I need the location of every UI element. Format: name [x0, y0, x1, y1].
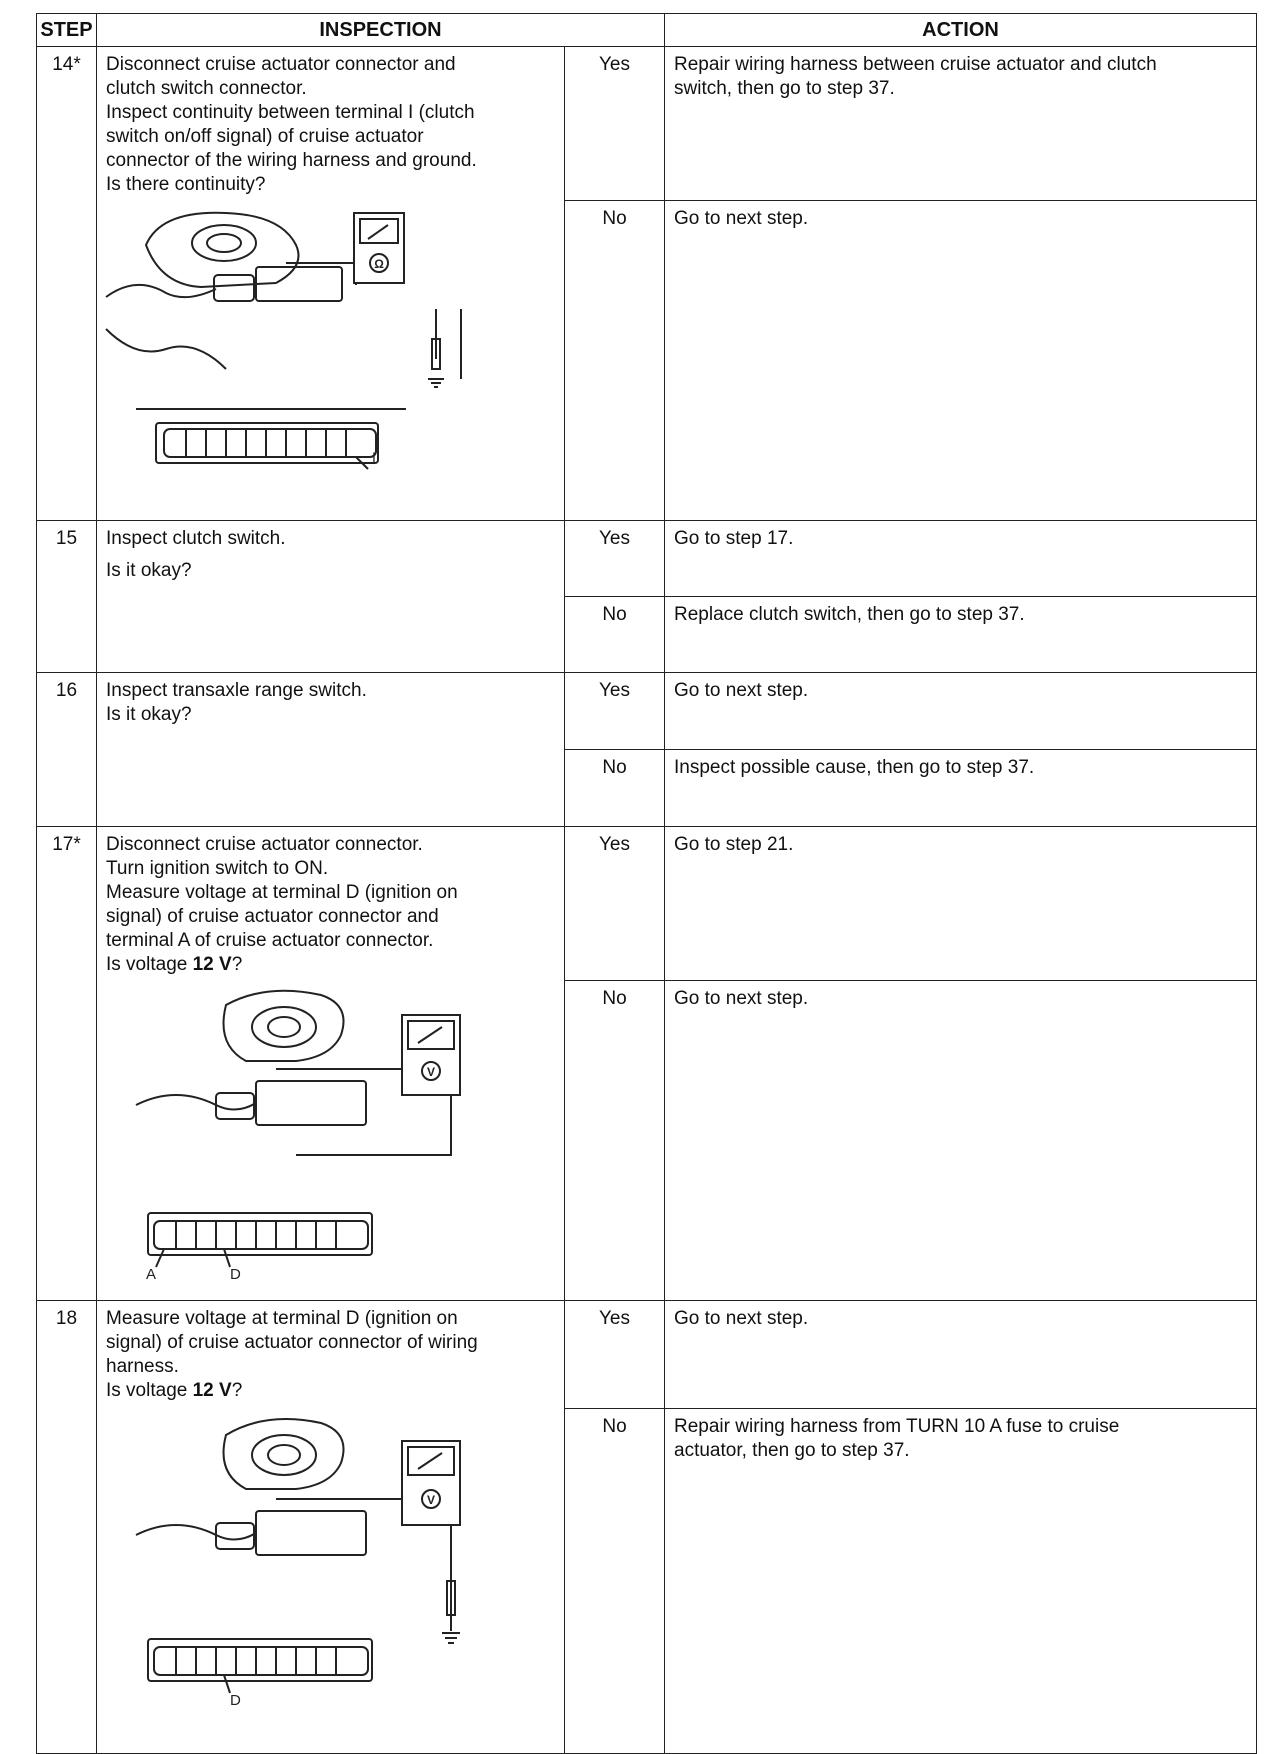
no-label: No	[565, 981, 665, 1301]
inspection-text: switch on/off signal) of cruise actuator	[106, 126, 424, 147]
inspection-text: harness.	[106, 1356, 179, 1377]
inspection-text: Disconnect cruise actuator connector and	[106, 54, 456, 75]
no-action-cell	[665, 1409, 1257, 1754]
harness-connector	[214, 275, 254, 301]
inspection-text: Is it okay?	[106, 704, 192, 725]
table-row	[37, 673, 1257, 750]
action-text: Go to step 17.	[674, 528, 794, 549]
diagnostic-procedure-sheet	[36, 13, 1256, 1713]
action-text: Go to next step.	[674, 680, 809, 701]
inspection-cell	[97, 673, 565, 827]
yes-action-cell	[665, 1301, 1257, 1409]
yes-label: Yes	[565, 1301, 665, 1409]
yes-action-cell	[665, 827, 1257, 981]
question-prefix: Is voltage	[106, 954, 193, 975]
actuator-connector	[256, 1081, 366, 1125]
wiring-harness	[136, 1525, 256, 1540]
terminal-label: A	[146, 1266, 157, 1283]
test-lead	[276, 1069, 406, 1085]
inspection-text: Inspect clutch switch.	[106, 528, 286, 549]
inspection-text: clutch switch connector.	[106, 78, 307, 99]
no-action-cell	[665, 981, 1257, 1301]
meter-symbol: Ω	[374, 257, 384, 271]
table-row	[37, 521, 1257, 597]
yes-label: Yes	[565, 47, 665, 201]
step-number: 16	[37, 673, 97, 827]
action-text: actuator, then go to step 37.	[674, 1440, 910, 1461]
actuator-body-outline	[224, 991, 344, 1061]
action-text: Go to next step.	[674, 208, 809, 229]
connector-face	[164, 429, 376, 457]
inspection-text: Is it okay?	[106, 560, 192, 581]
action-text: Replace clutch switch, then go to step 37.	[674, 604, 1025, 625]
table-row	[37, 47, 1257, 201]
inspection-cell	[97, 1301, 565, 1754]
no-action-cell	[665, 750, 1257, 827]
action-text: switch, then go to step 37.	[674, 78, 895, 99]
question-suffix: ?	[231, 1380, 243, 1401]
inspection-text: connector of the wiring harness and ground.	[106, 150, 477, 171]
header-step: STEP	[37, 14, 97, 47]
no-label: No	[565, 1409, 665, 1754]
yes-action-cell	[665, 673, 1257, 750]
inspection-text: Inspect transaxle range switch.	[106, 680, 367, 701]
inspection-question	[106, 1379, 556, 1403]
yes-label: Yes	[565, 827, 665, 981]
yes-label: Yes	[565, 673, 665, 750]
header-action: ACTION	[665, 14, 1257, 47]
inspection-cell	[97, 47, 565, 521]
actuator-pulley	[192, 225, 256, 261]
table-header-row	[37, 14, 1257, 47]
action-text: Go to step 21.	[674, 834, 794, 855]
inspection-text: Measure voltage at terminal D (ignition on	[106, 1308, 458, 1329]
actuator-body-outline	[224, 1419, 344, 1489]
yes-action-cell	[665, 47, 1257, 201]
meter-symbol: V	[426, 1065, 436, 1079]
table-row	[37, 1301, 1257, 1409]
step-number: 14*	[37, 47, 97, 521]
inspection-text: signal) of cruise actuator connector of wiring	[106, 1332, 478, 1353]
action-text: Repair wiring harness between cruise actuator and clutch	[674, 54, 1157, 75]
inspection-text: terminal A of cruise actuator connector.	[106, 930, 434, 951]
inspection-text: Disconnect cruise actuator connector.	[106, 834, 423, 855]
actuator-pulley	[252, 1007, 316, 1047]
inspection-text: Is there continuity?	[106, 174, 266, 195]
action-text: Repair wiring harness from TURN 10 A fuse to cruise	[674, 1416, 1120, 1437]
table-row	[37, 827, 1257, 981]
inspection-text: Inspect continuity between terminal I (clutch	[106, 102, 475, 123]
continuity-test-illustration	[106, 205, 406, 311]
question-suffix: ?	[231, 954, 243, 975]
terminal-label: D	[230, 1266, 241, 1283]
step-number: 15	[37, 521, 97, 673]
meter-symbol: V	[426, 1493, 436, 1507]
terminal-label: D	[230, 1692, 241, 1709]
terminal-label: I	[372, 449, 376, 465]
inspection-question	[106, 953, 556, 977]
voltage-test-illustration	[106, 1411, 436, 1711]
wiring-harness	[136, 1095, 256, 1110]
step-number: 17*	[37, 827, 97, 1301]
no-action-cell	[665, 597, 1257, 673]
continuity-test-wiring-illustration	[106, 319, 406, 463]
no-label: No	[565, 201, 665, 521]
no-label: No	[565, 597, 665, 673]
action-text: Go to next step.	[674, 988, 809, 1009]
actuator-pulley	[252, 1435, 316, 1475]
question-prefix: Is voltage	[106, 1380, 193, 1401]
inspection-table	[36, 13, 1257, 1754]
inspection-cell	[97, 827, 565, 1301]
yes-action-cell	[665, 521, 1257, 597]
action-text: Inspect possible cause, then go to step 37.	[674, 757, 1035, 778]
inspection-cell	[97, 521, 565, 673]
no-action-cell	[665, 201, 1257, 521]
actuator-connector	[256, 1511, 366, 1555]
inspection-text: Measure voltage at terminal D (ignition on	[106, 882, 458, 903]
inspection-text: signal) of cruise actuator connector and	[106, 906, 439, 927]
test-lead	[276, 1499, 406, 1515]
yes-label: Yes	[565, 521, 665, 597]
inspection-text: Turn ignition switch to ON.	[106, 858, 329, 879]
action-text: Go to next step.	[674, 1308, 809, 1329]
question-value: 12 V	[192, 1380, 232, 1401]
question-value: 12 V	[192, 954, 232, 975]
voltage-test-illustration	[106, 985, 436, 1285]
header-inspection: INSPECTION	[97, 14, 665, 47]
step-number: 18	[37, 1301, 97, 1754]
no-label: No	[565, 750, 665, 827]
